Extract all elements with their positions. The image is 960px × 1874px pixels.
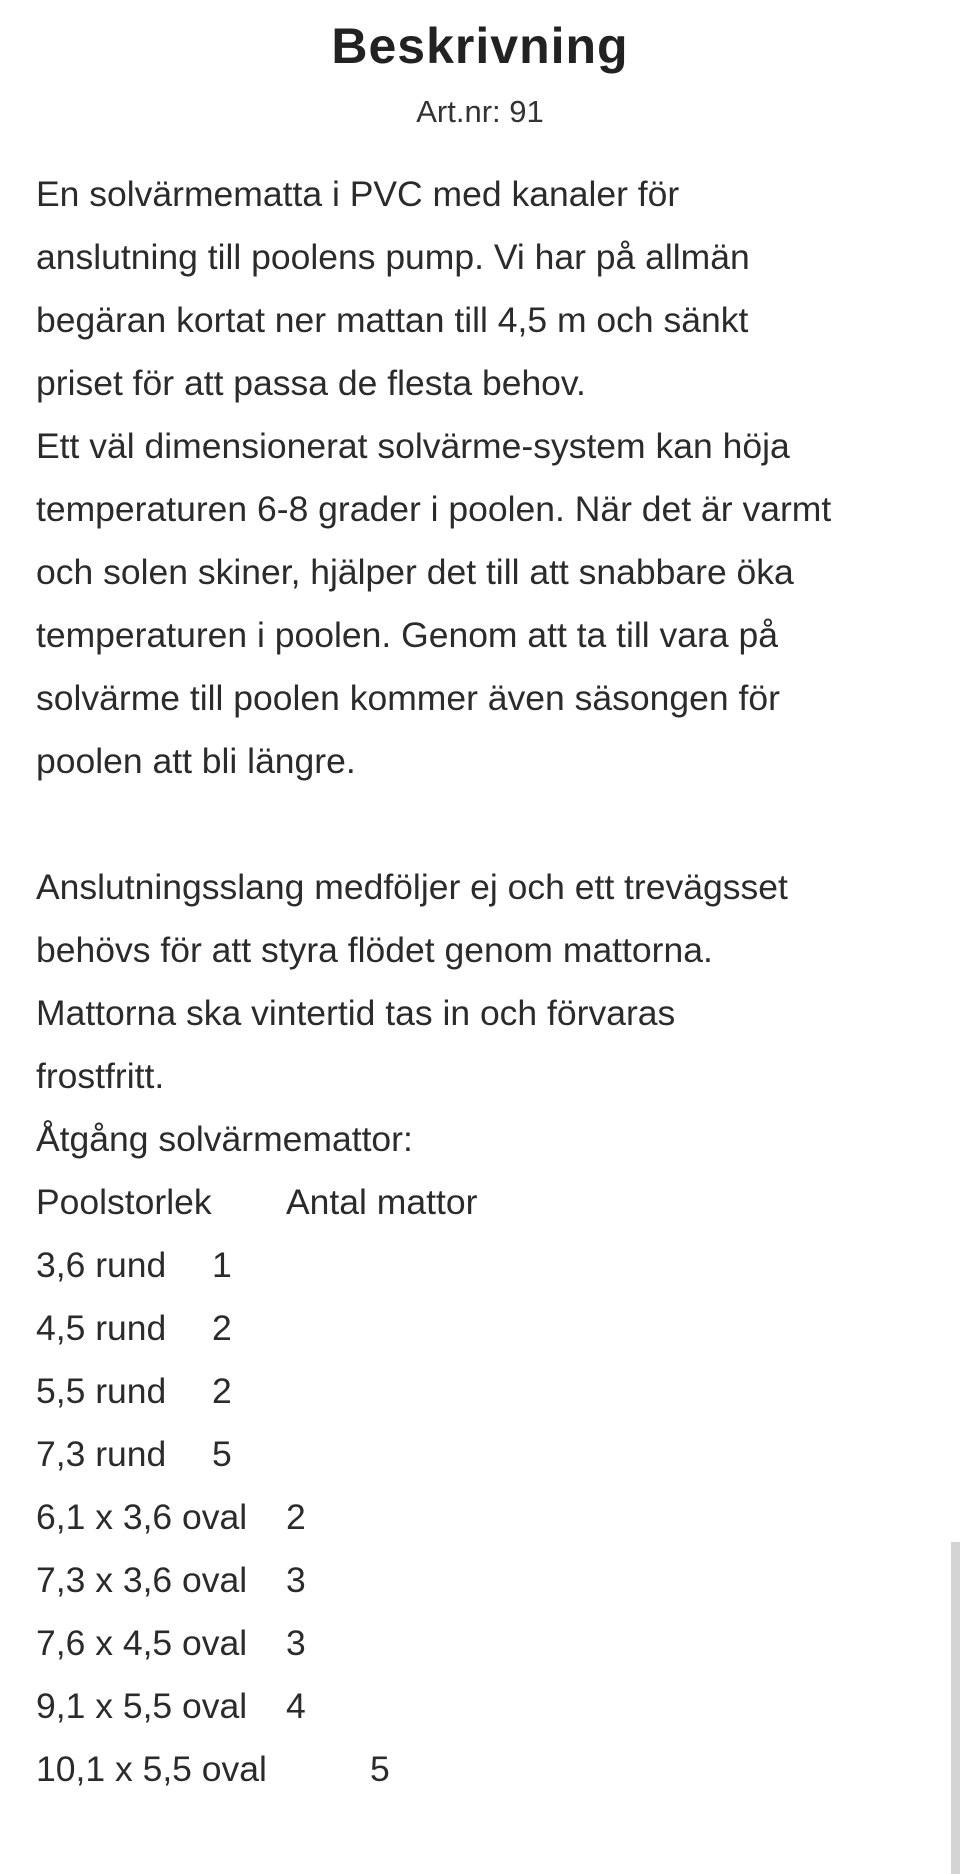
table-row	[36, 1486, 936, 1549]
usage-heading: Åtgång solvärmemattor:	[36, 1119, 413, 1159]
description-line: begäran kortat ner mattan till 4,5 m och sänkt	[36, 300, 749, 340]
mat-count-cell: 4	[286, 1686, 306, 1726]
table-row	[36, 1738, 936, 1801]
note-line: Mattorna ska vintertid tas in och förvaras	[36, 993, 676, 1033]
column-header-pool-size: Poolstorlek	[36, 1182, 212, 1222]
pool-size-cell: 10,1 x 5,5 oval	[36, 1749, 267, 1789]
mat-count-cell: 2	[286, 1497, 306, 1537]
mat-count-cell: 1	[212, 1245, 232, 1285]
table-row	[36, 1612, 936, 1675]
mat-count-cell: 5	[370, 1749, 390, 1789]
mat-count-cell: 2	[212, 1371, 232, 1411]
table-row	[36, 1675, 936, 1738]
pool-size-cell: 5,5 rund	[36, 1371, 167, 1411]
column-header-mat-count: Antal mattor	[286, 1182, 478, 1222]
pool-size-cell: 7,6 x 4,5 oval	[36, 1623, 248, 1663]
pool-size-cell: 9,1 x 5,5 oval	[36, 1686, 248, 1726]
table-header-row	[36, 1171, 936, 1234]
pool-size-cell: 7,3 x 3,6 oval	[36, 1560, 248, 1600]
description-line: och solen skiner, hjälper det till att snabbare öka	[36, 552, 794, 592]
mat-count-cell: 5	[212, 1434, 232, 1474]
description-line: solvärme till poolen kommer även säsongen för	[36, 678, 780, 718]
pool-size-cell: 6,1 x 3,6 oval	[36, 1497, 248, 1537]
installation-note	[36, 856, 936, 1108]
description-line: temperaturen 6-8 grader i poolen. När det är varmt	[36, 489, 832, 529]
paragraph-spacer	[36, 793, 936, 856]
note-line: frostfritt.	[36, 1056, 165, 1096]
mat-count-cell: 2	[212, 1308, 232, 1348]
pool-size-cell: 3,6 rund	[36, 1245, 167, 1285]
note-line: Anslutningsslang medföljer ej och ett trevägsset	[36, 867, 788, 907]
pool-size-cell: 7,3 rund	[36, 1434, 167, 1474]
table-row	[36, 1297, 936, 1360]
pool-size-table	[36, 1171, 936, 1801]
article-number: Art.nr: 91	[416, 94, 544, 129]
description-line: Ett väl dimensionerat solvärme-system kan höja	[36, 426, 790, 466]
table-row	[36, 1423, 936, 1486]
table-row	[36, 1234, 936, 1297]
mat-count-cell: 3	[286, 1560, 306, 1600]
description-line: En solvärmematta i PVC med kanaler för	[36, 174, 680, 214]
description-line: temperaturen i poolen. Genom att ta till vara på	[36, 615, 778, 655]
table-row	[36, 1360, 936, 1423]
description-line: poolen att bli längre.	[36, 741, 356, 781]
mat-count-cell: 3	[286, 1623, 306, 1663]
description-line: priset för att passa de flesta behov.	[36, 363, 586, 403]
description-body	[36, 163, 936, 1801]
note-line: behövs för att styra flödet genom mattorna.	[36, 930, 713, 970]
vertical-scrollbar[interactable]	[951, 1542, 960, 1874]
description-line: anslutning till poolens pump. Vi har på allmän	[36, 237, 750, 277]
pool-size-cell: 4,5 rund	[36, 1308, 167, 1348]
description-paragraph	[36, 163, 936, 793]
table-row	[36, 1549, 936, 1612]
page-title: Beskrivning	[331, 18, 629, 74]
